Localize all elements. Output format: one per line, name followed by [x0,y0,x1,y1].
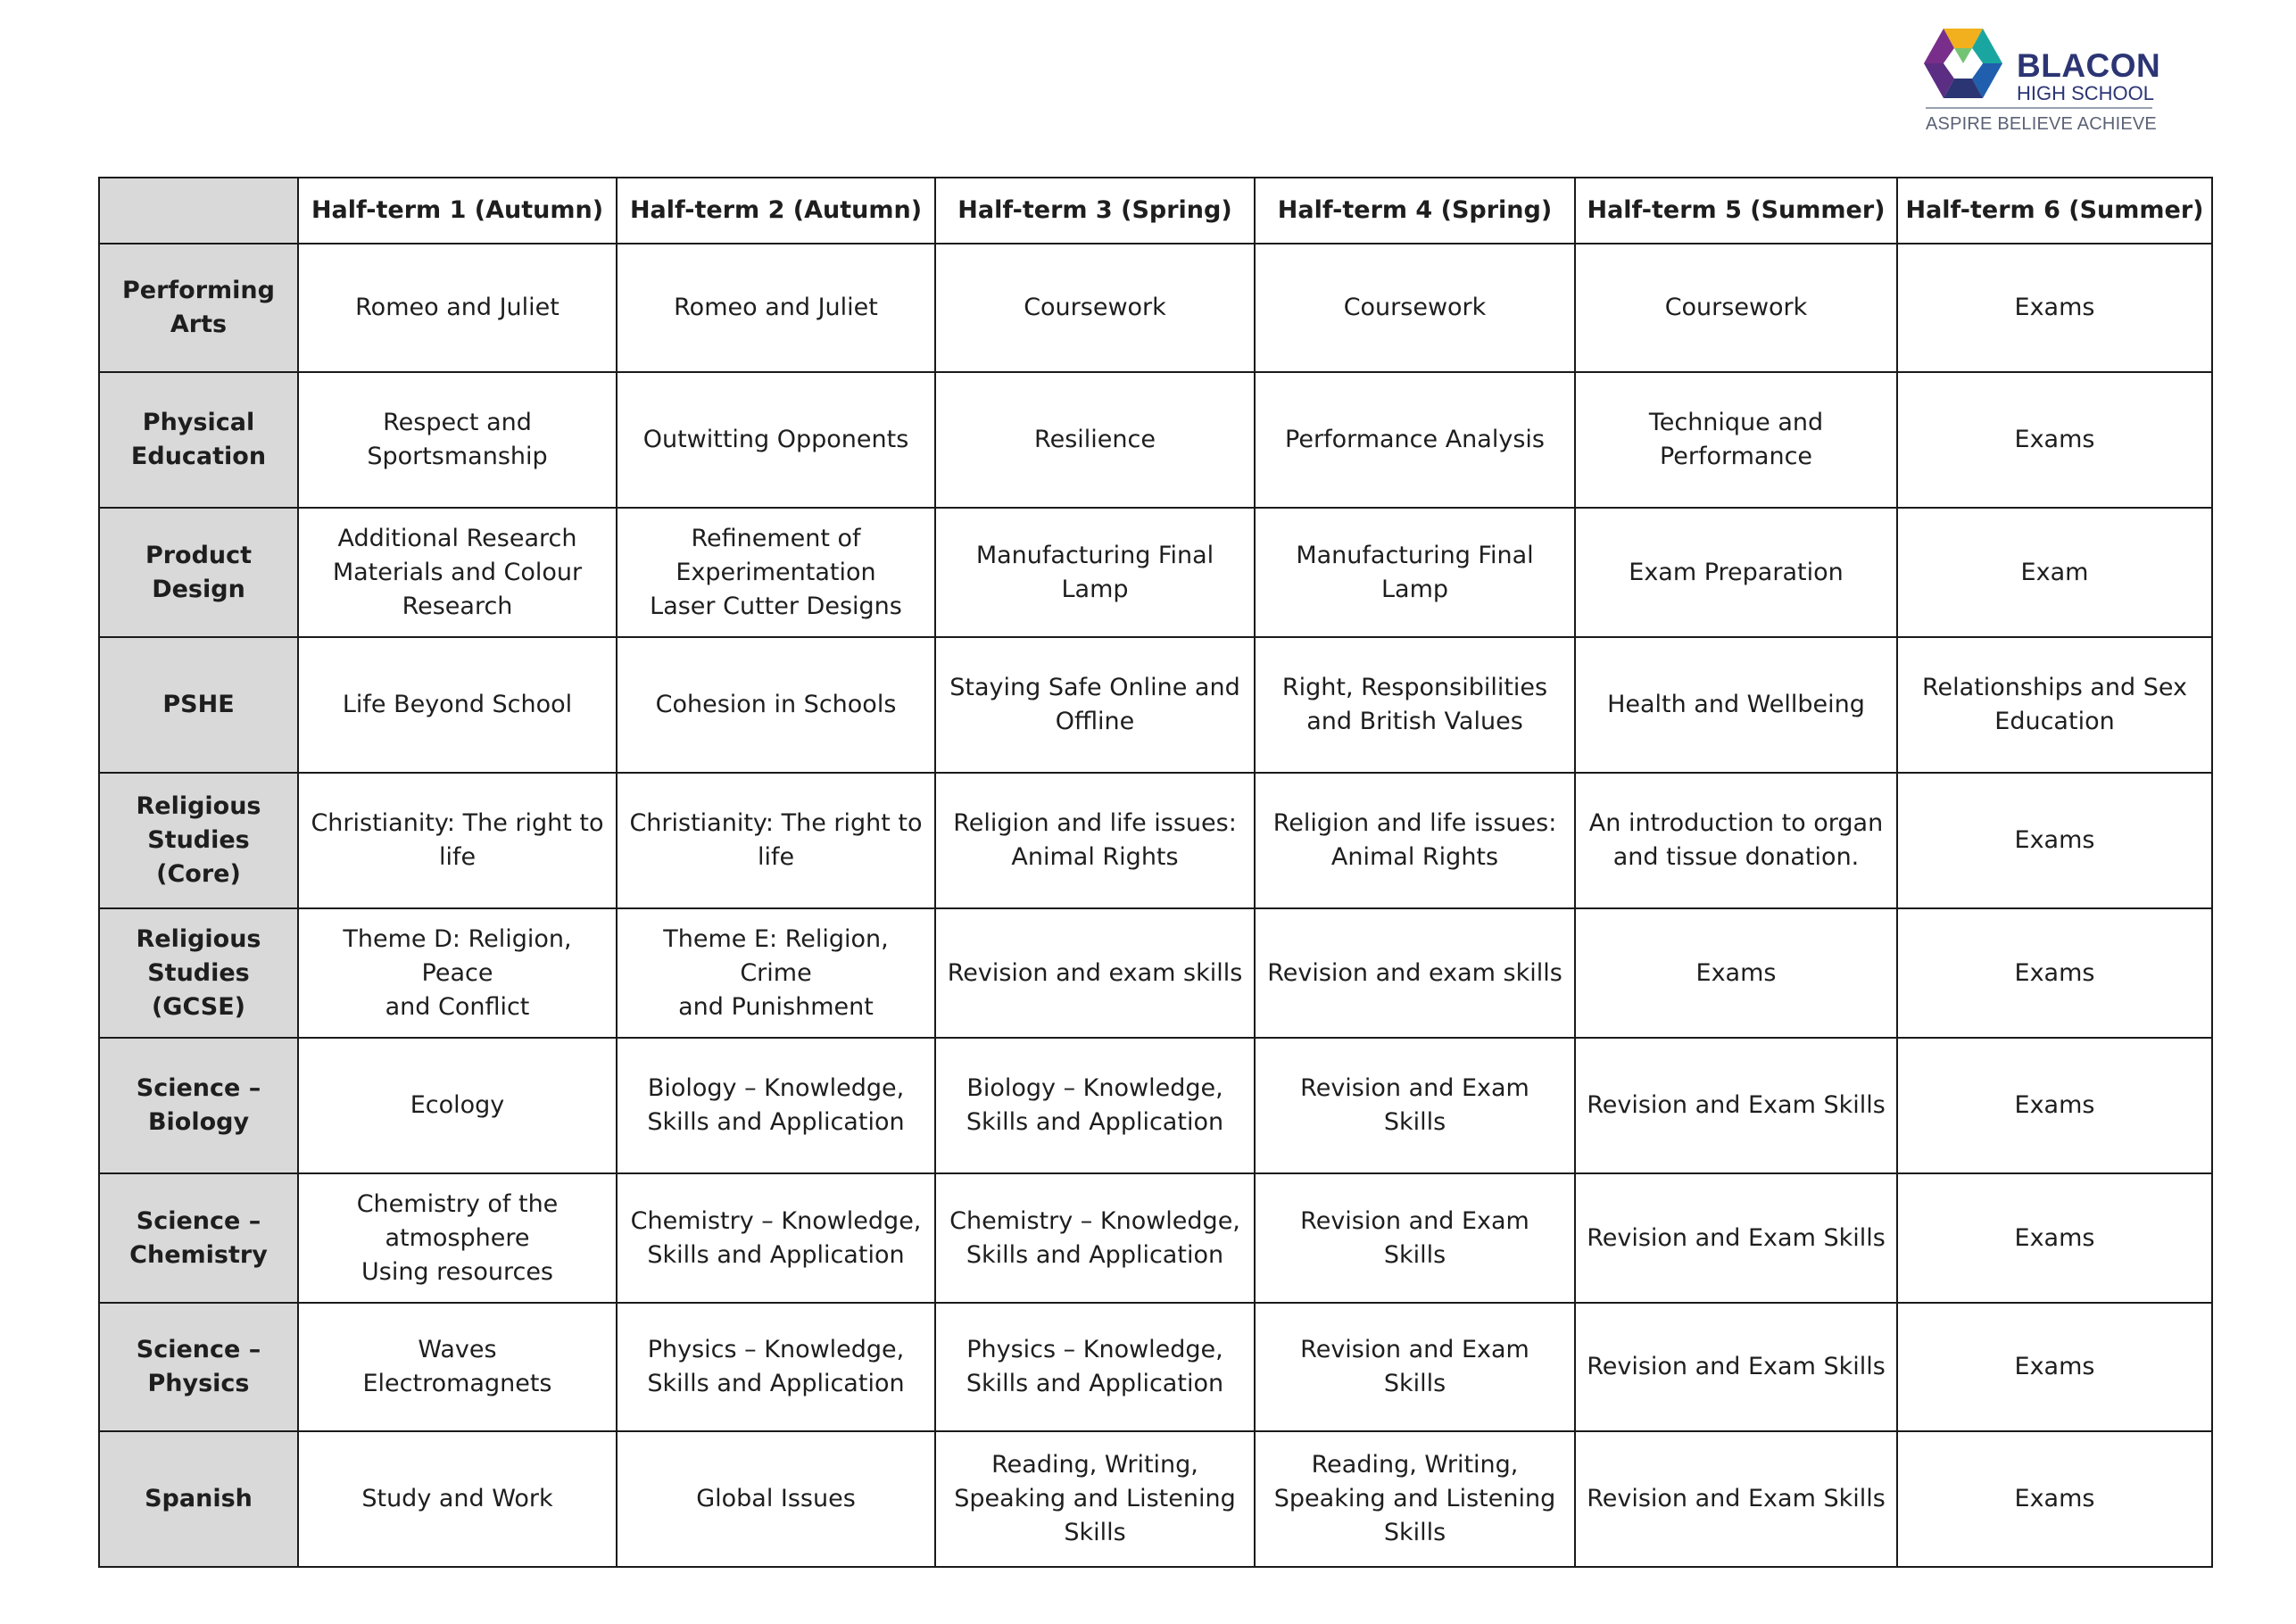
column-header: Half-term 4 (Spring) [1255,178,1575,244]
cell-text: Revision and Exam Skills [1300,1206,1529,1269]
table-row [99,508,2212,637]
table-cell [1897,773,2212,908]
cell-text: Christianity: The right to life [311,809,604,871]
subject-label-text: Religious Studies (GCSE) [136,924,261,1021]
table-cell [1897,1303,2212,1431]
cell-text: Biology – Knowledge, Skills and Application [647,1074,905,1136]
table-cell [935,372,1255,508]
table-cell [1897,1038,2212,1173]
subject-label [99,908,298,1038]
cell-text: Health and Wellbeing [1607,691,1865,718]
column-header: Half-term 3 (Spring) [935,178,1255,244]
logo-name: BLACON [2017,47,2161,84]
table-cell [1575,1038,1897,1173]
table-cell [298,1173,617,1303]
cell-text: Manufacturing Final Lamp [1296,541,1534,603]
subject-label-text: PSHE [162,691,235,718]
cell-text: Staying Safe Online and Offline [949,674,1240,735]
cell-text: Revision and exam skills [947,958,1243,987]
cell-text: Revision and Exam Skills [1587,1485,1886,1512]
cell-text: Cohesion in Schools [655,691,897,718]
subject-label [99,1038,298,1173]
cell-text: Exams [2014,1485,2095,1512]
table-cell [1575,372,1897,508]
cell-text: Religion and life issues: Animal Rights [1272,809,1557,871]
cell-text: Revision and Exam Skills [1587,1091,1886,1119]
cell-text: Romeo and Juliet [355,294,559,321]
cell-text: Global Issues [696,1485,856,1512]
cell-text: Reading, Writing, Speaking and Listening Skills [1273,1451,1556,1546]
cell-text: Romeo and Juliet [674,294,878,321]
table-cell [935,773,1255,908]
cell-text: Exam Preparation [1629,558,1844,586]
cell-text: Right, Responsibilities and British Values [1281,674,1548,735]
cell-text: Revision and Exam Skills [1300,1074,1529,1136]
subject-label [99,372,298,508]
table-cell [1255,1173,1575,1303]
subject-label-text: Performing Arts [122,277,275,338]
logo-divider [1926,107,2152,109]
subject-label [99,244,298,372]
subject-label-text: Science – Biology [136,1074,261,1136]
table-cell [1897,244,2212,372]
cell-text: Theme D: Religion, Peace and Conflict [343,924,572,1021]
table-cell [1897,637,2212,773]
cell-text: Exams [2014,1091,2095,1119]
cell-text: Outwitting Opponents [642,426,909,453]
curriculum-table [98,177,2213,1568]
table-cell [298,1431,617,1567]
column-header: Half-term 2 (Autumn) [617,178,935,244]
table-cell [935,1038,1255,1173]
table-cell [1897,372,2212,508]
subject-label [99,1173,298,1303]
subject-label [99,773,298,908]
table-cell [935,637,1255,773]
cell-text: Religion and life issues: Animal Rights [953,809,1237,871]
table-row [99,372,2212,508]
cell-text: Study and Work [361,1485,553,1512]
cell-text: Chemistry – Knowledge, Skills and Application [949,1206,1240,1269]
table-cell [1255,1038,1575,1173]
table-cell [298,1038,617,1173]
cell-text: Revision and Exam Skills [1587,1353,1886,1380]
subject-label-text: Physical Education [130,409,267,470]
table-cell [1575,1303,1897,1431]
cell-text: Refinement of Experimentation Laser Cutter Designs [650,524,902,620]
cell-text: Theme E: Religion, Crime and Punishment [663,924,889,1021]
table-cell [617,244,935,372]
table-cell [617,908,935,1038]
cell-text: Exams [2014,1353,2095,1380]
table-cell [298,244,617,372]
subject-label-text: Spanish [145,1485,253,1512]
table-cell [1575,773,1897,908]
table-cell [617,1173,935,1303]
cell-text: Technique and Performance [1648,409,1824,470]
cell-text: Performance Analysis [1285,426,1545,453]
cell-text: Chemistry of the atmosphere Using resources [356,1189,559,1286]
table-row [99,244,2212,372]
table-cell [1255,1303,1575,1431]
table-cell [935,1303,1255,1431]
table-cell [935,1173,1255,1303]
table-cell [1255,244,1575,372]
cell-text: Physics – Knowledge, Skills and Application [647,1336,905,1397]
cell-text: Chemistry – Knowledge, Skills and Application [630,1206,922,1269]
cell-text: Exams [1695,958,1777,987]
table-cell [1575,908,1897,1038]
table-cell [1575,637,1897,773]
table-cell [298,508,617,637]
table-cell [1897,908,2212,1038]
table-cell [1897,508,2212,637]
table-cell [1255,637,1575,773]
cell-text: Christianity: The right to life [629,809,923,871]
table-cell [1255,908,1575,1038]
logo-tagline: ASPIRE BELIEVE ACHIEVE [1926,114,2157,134]
table-cell [1255,773,1575,908]
school-logo [1920,25,2161,139]
table-cell [298,637,617,773]
table-cell [935,244,1255,372]
cell-text: Reading, Writing, Speaking and Listening Skills [954,1451,1236,1546]
cell-text: Biology – Knowledge, Skills and Application [966,1074,1224,1136]
subject-label [99,637,298,773]
cell-text: Exams [2014,426,2095,453]
cell-text: Exams [2014,1223,2095,1252]
cell-text: Revision and exam skills [1267,958,1562,987]
cell-text: Coursework [1024,294,1166,321]
cell-text: Life Beyond School [342,691,573,718]
hexagon-logo-icon [1920,25,2006,102]
cell-text: An introduction to organ and tissue donation. [1588,809,1884,871]
corner-cell [99,178,298,244]
table-cell [298,372,617,508]
table-cell [617,372,935,508]
table-row [99,773,2212,908]
column-header: Half-term 5 (Summer) [1575,178,1897,244]
cell-text: Exams [2014,826,2095,854]
cell-text: Waves Electromagnets [362,1336,552,1397]
table-cell [617,637,935,773]
subject-label [99,508,298,637]
cell-text: Coursework [1664,294,1808,321]
table-cell [1575,1173,1897,1303]
table-cell [617,1431,935,1567]
subject-label [99,1303,298,1431]
table-row [99,1038,2212,1173]
table-header-row [99,178,2212,244]
table-cell [1255,1431,1575,1567]
table-cell [617,508,935,637]
table-cell [298,908,617,1038]
table-cell [298,1303,617,1431]
cell-text: Revision and Exam Skills [1300,1336,1529,1397]
cell-text: Exams [2014,958,2095,987]
table-cell [1575,1431,1897,1567]
logo-subtitle: HIGH SCHOOL [2017,82,2155,104]
table-cell [617,1038,935,1173]
table-cell [1897,1431,2212,1567]
cell-text: Respect and Sportsmanship [367,409,548,470]
subject-label [99,1431,298,1567]
cell-text: Exams [2014,294,2095,321]
table-cell [935,1431,1255,1567]
table-row [99,1173,2212,1303]
cell-text: Physics – Knowledge, Skills and Application [966,1336,1224,1397]
table-cell [617,1303,935,1431]
column-header: Half-term 6 (Summer) [1897,178,2212,244]
cell-text: Coursework [1343,294,1487,321]
table-row [99,908,2212,1038]
cell-text: Additional Research Materials and Colour Research [332,524,583,620]
cell-text: Revision and Exam Skills [1587,1223,1886,1252]
table-cell [617,773,935,908]
table-cell [1897,1173,2212,1303]
cell-text: Ecology [410,1091,505,1119]
column-header: Half-term 1 (Autumn) [298,178,617,244]
table-cell [298,773,617,908]
subject-label-text: Product Design [145,541,253,603]
subject-label-text: Religious Studies (Core) [136,792,261,888]
cell-text: Manufacturing Final Lamp [975,541,1214,603]
table-row [99,637,2212,773]
table-cell [935,908,1255,1038]
cell-text: Exam [2020,558,2089,586]
table-row [99,1303,2212,1431]
table-cell [1575,244,1897,372]
cell-text: Relationships and Sex Education [1921,674,2188,735]
table-cell [1255,508,1575,637]
table-cell [935,508,1255,637]
table-cell [1255,372,1575,508]
table-cell [1575,508,1897,637]
cell-text: Resilience [1034,426,1156,453]
table-row [99,1431,2212,1567]
subject-label-text: Science – Chemistry [129,1206,268,1269]
subject-label-text: Science – Physics [136,1336,261,1397]
